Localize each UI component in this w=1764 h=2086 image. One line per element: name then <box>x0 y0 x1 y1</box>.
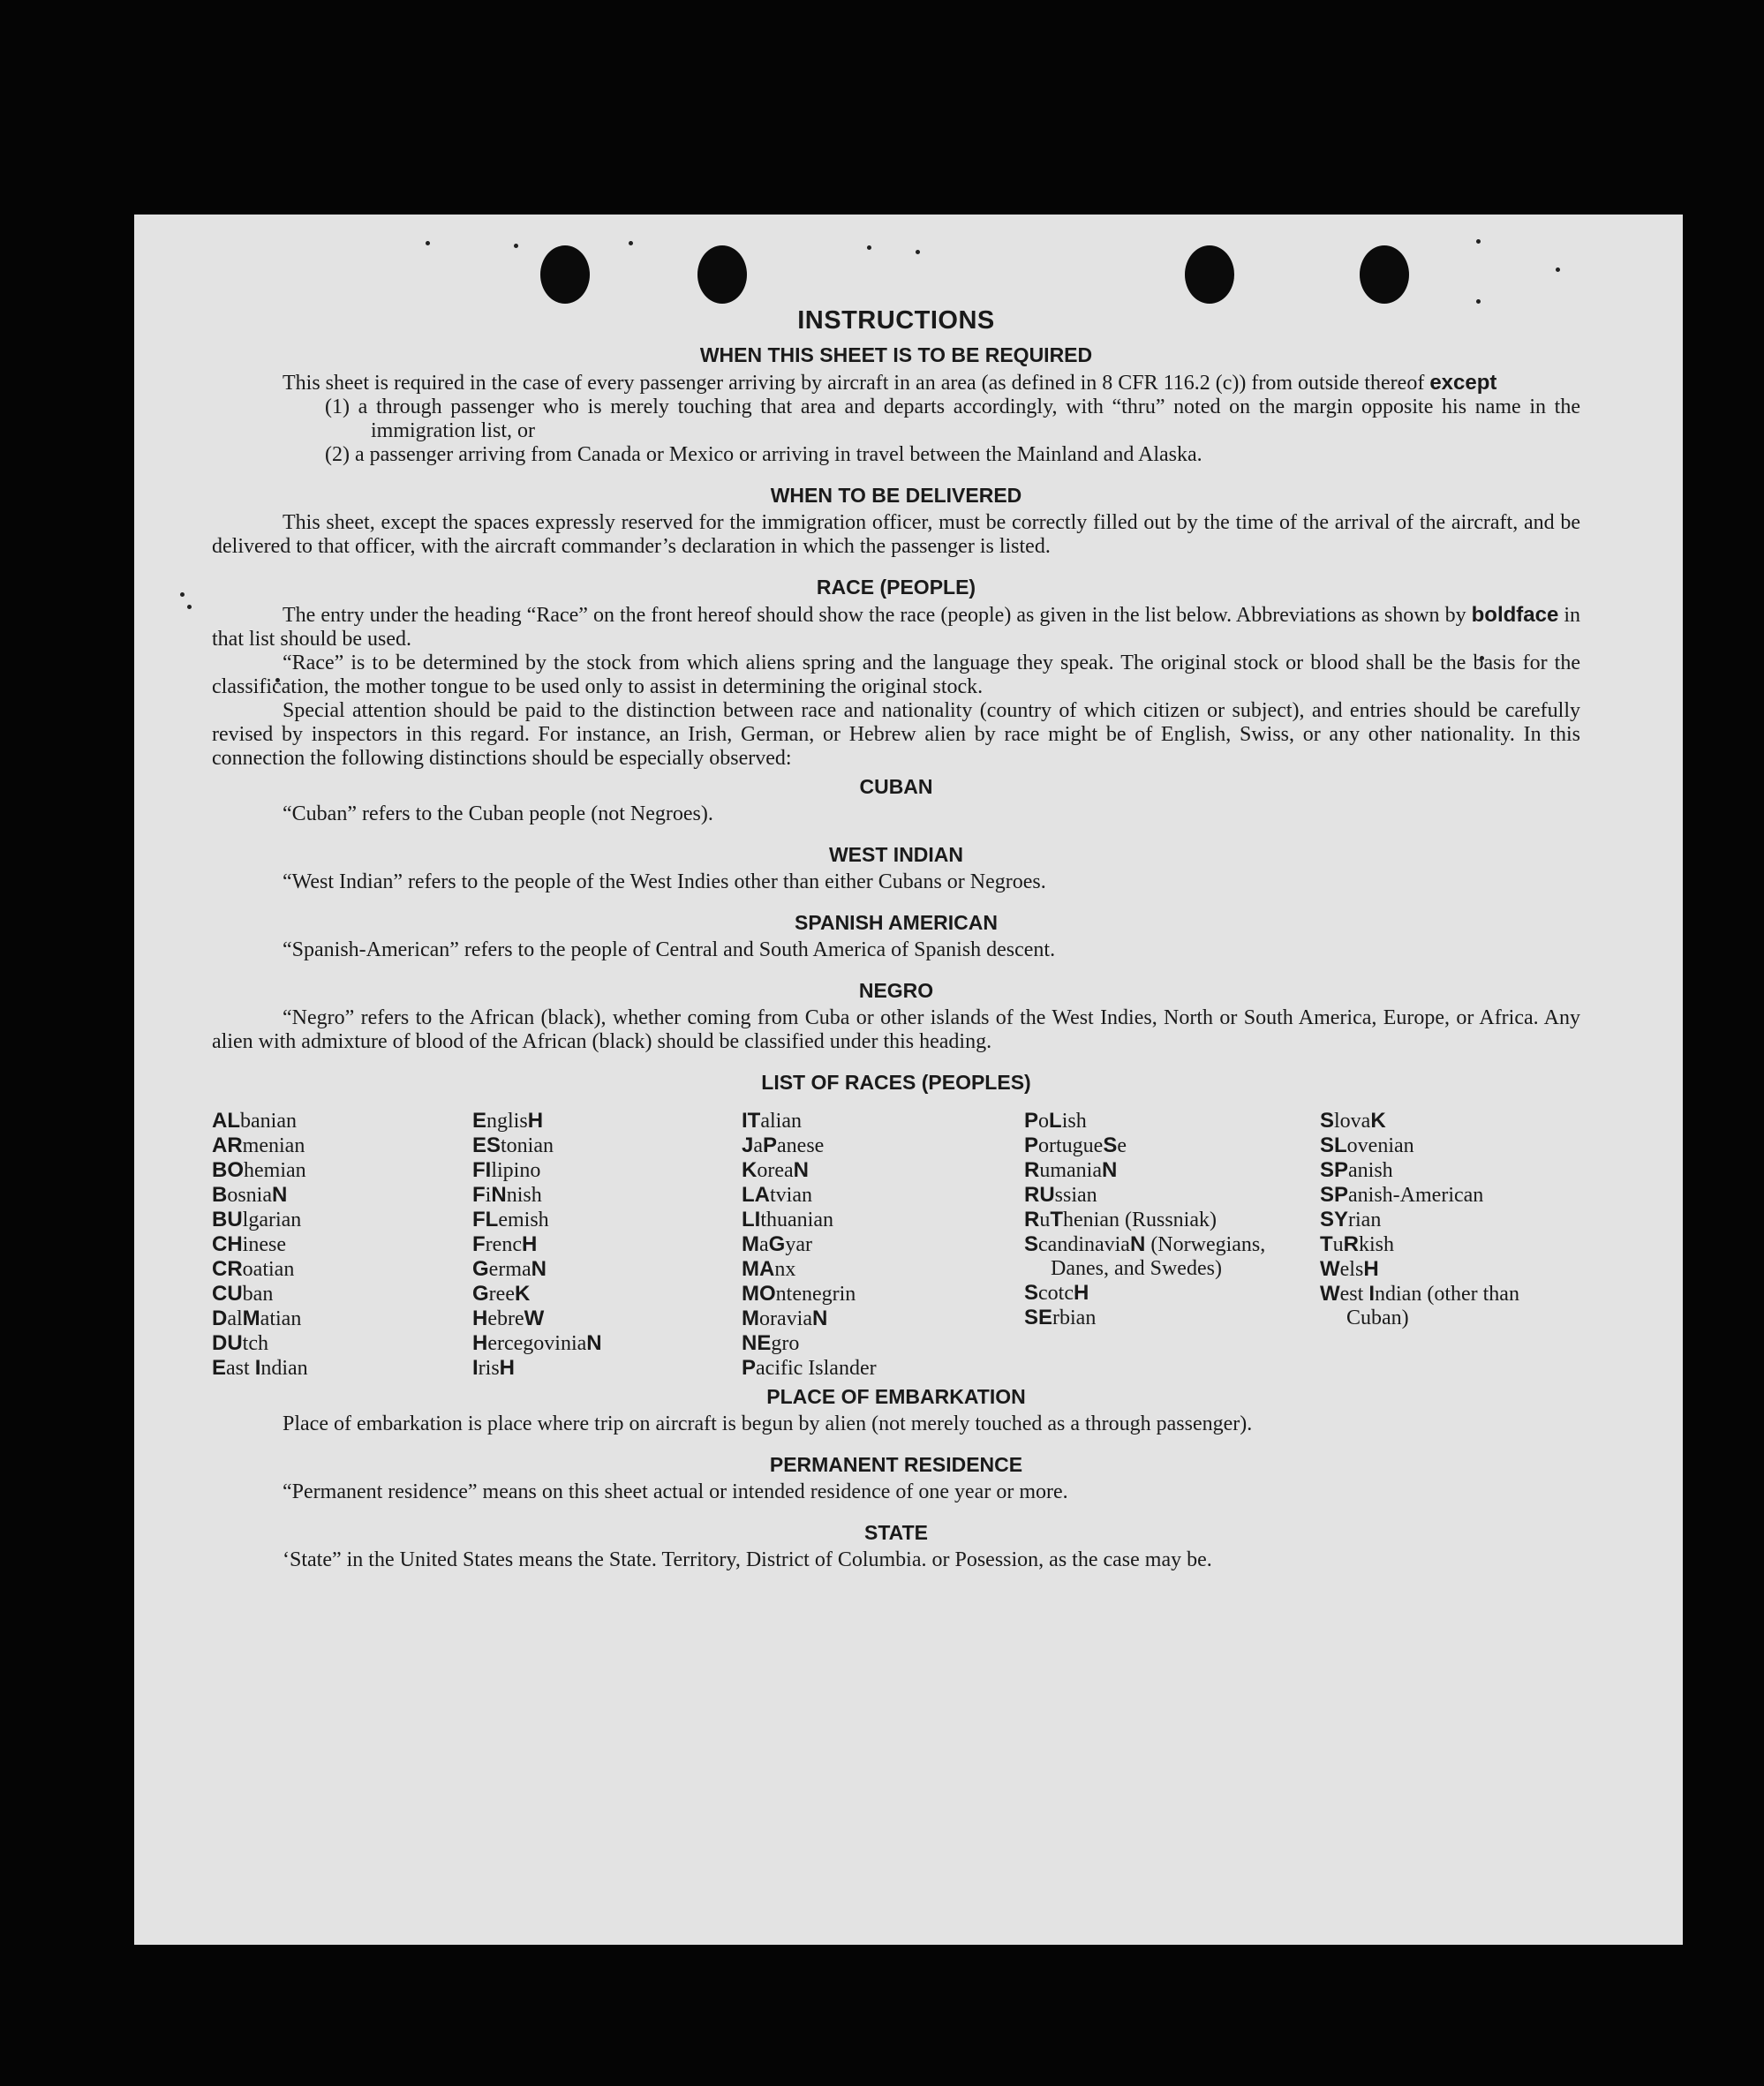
race-abbrev-part: NE <box>742 1331 772 1355</box>
race-text-part: ndian <box>260 1357 308 1380</box>
race-entry <box>1320 1208 1580 1232</box>
ink-speck <box>1476 299 1481 304</box>
race-text-part: anish-American <box>1348 1184 1484 1207</box>
punch-hole <box>697 245 747 304</box>
race-abbrev-part: H <box>499 1356 516 1380</box>
race-entry <box>212 1257 472 1282</box>
race-abbrev-part: SE <box>1024 1306 1053 1329</box>
race-abbrev-part: MA <box>742 1257 775 1281</box>
race-abbrev-part: H <box>521 1232 538 1256</box>
race-entry <box>472 1356 742 1381</box>
race-abbrev-part: N <box>1101 1158 1118 1182</box>
race-entry <box>1024 1208 1320 1232</box>
race-abbrev-part: N <box>272 1183 288 1207</box>
race-abbrev-part: I <box>254 1356 261 1380</box>
race-abbrev-part: B <box>212 1183 228 1207</box>
race-entry <box>1320 1257 1580 1282</box>
race-abbrev-part: S <box>1024 1232 1039 1256</box>
race-entry <box>1024 1232 1320 1281</box>
race-entry <box>1320 1282 1580 1330</box>
race-text-part: renc <box>485 1233 522 1256</box>
race-abbrev-part: LA <box>742 1183 770 1207</box>
race-text-part: nx <box>774 1258 796 1281</box>
race-list <box>212 1109 1580 1381</box>
heading-west-indian: WEST INDIAN <box>828 843 964 866</box>
race-text-part: ish <box>1061 1110 1087 1133</box>
heading-race: RACE (PEOPLE) <box>816 576 976 599</box>
race-abbrev-part: M <box>242 1307 260 1330</box>
race-abbrev-part: P <box>1024 1133 1039 1157</box>
race-entry <box>742 1307 1024 1331</box>
race-text-part: lgarian <box>242 1209 302 1231</box>
race-text-part: tvian <box>770 1184 812 1207</box>
race-entry <box>212 1158 472 1183</box>
race-text-part: ban <box>242 1283 274 1306</box>
race-text-part: e <box>1117 1134 1127 1157</box>
ink-speck <box>187 605 192 609</box>
race-text-part: kish <box>1359 1233 1395 1256</box>
heading-spanish-american: SPANISH AMERICAN <box>794 911 998 934</box>
race-abbrev-part: F <box>472 1232 486 1256</box>
race-abbrev-part: R <box>1024 1208 1040 1231</box>
heading-permanent-residence: PERMANENT RESIDENCE <box>769 1453 1023 1476</box>
race-abbrev-part: RU <box>1024 1183 1055 1207</box>
race-abbrev-part: N <box>491 1183 507 1207</box>
race-text-part: nish <box>506 1184 542 1207</box>
race-text-part: ovenian <box>1346 1134 1414 1157</box>
race-entry <box>212 1356 472 1381</box>
race-text-part: emish <box>498 1209 549 1231</box>
race-text-part: nglis <box>486 1110 528 1133</box>
race-text-part: atian <box>260 1307 302 1330</box>
instruction-sheet <box>134 215 1683 1945</box>
negro-text: “Negro” refers to the African (black), whether coming from Cuba or other islands of the West Indies, North or South America, Europe, or Africa. Any alien with admixture of blood of the African (black) should be classified under this heading. <box>212 1006 1580 1053</box>
race-text-part: i <box>485 1184 492 1207</box>
state-text: ‘State” in the United States means the State. Territory, District of Columbia. or Posession, as the case may be. <box>283 1548 1212 1571</box>
race-abbrev-part: CH <box>212 1232 243 1256</box>
race-column <box>472 1109 742 1381</box>
race-abbrev-part: K <box>742 1158 758 1182</box>
race-text-part: ris <box>478 1357 500 1380</box>
race-entry <box>742 1183 1024 1208</box>
race-abbrev-part: SL <box>1320 1133 1347 1157</box>
ink-speck <box>867 245 871 250</box>
race-abbrev-part: H <box>472 1331 488 1355</box>
race-text-part: inese <box>242 1233 286 1256</box>
ink-speck <box>629 241 633 245</box>
race-abbrev-part: N <box>586 1331 602 1355</box>
race-text-part: a <box>759 1233 769 1256</box>
race-entry <box>472 1183 742 1208</box>
race-abbrev-part: FI <box>472 1158 492 1182</box>
race-text-part: henian (Russniak) <box>1063 1209 1217 1231</box>
punch-hole <box>1185 245 1234 304</box>
race-abbrev-part: P <box>1024 1109 1039 1133</box>
race-entry <box>472 1331 742 1356</box>
race-text-part: ercegovinia <box>487 1332 587 1355</box>
heading-when-delivered: WHEN TO BE DELIVERED <box>770 484 1022 507</box>
race-abbrev-part: FL <box>472 1208 499 1231</box>
race-entry <box>212 1109 472 1133</box>
race-entry <box>742 1232 1024 1257</box>
race-text-part: lova <box>1334 1110 1371 1133</box>
embarkation-text: Place of embarkation is place where trip on aircraft is begun by alien (not merely touched as a through passenger). <box>283 1412 1253 1435</box>
race-text-part: o <box>1038 1110 1050 1133</box>
race-abbrev-part: R <box>1343 1232 1360 1256</box>
race-abbrev-part: F <box>472 1183 486 1207</box>
race-abbrev-part: W <box>1320 1282 1340 1306</box>
race-abbrev-part: G <box>768 1232 786 1256</box>
ink-speck <box>1556 267 1560 272</box>
race-text-part: a <box>753 1134 764 1157</box>
race-abbrev-part: L <box>1049 1109 1062 1133</box>
race-abbrev-part: M <box>742 1232 759 1256</box>
race-entry <box>212 1282 472 1307</box>
race-text-part: rian <box>1348 1209 1382 1231</box>
race-abbrev-part: G <box>472 1257 489 1281</box>
race-abbrev-part: AR <box>212 1133 243 1157</box>
race-entry <box>1320 1133 1580 1158</box>
race-abbrev-part: ES <box>472 1133 501 1157</box>
race-abbrev-part: J <box>742 1133 754 1157</box>
race-text-part: alian <box>760 1110 802 1133</box>
race-column <box>1024 1109 1320 1381</box>
race-text-part: anish <box>1348 1159 1393 1182</box>
race-abbrev-part: W <box>524 1307 545 1330</box>
race-text-part: ebre <box>487 1307 524 1330</box>
race-abbrev-part: S <box>1103 1133 1118 1157</box>
race-entry <box>472 1133 742 1158</box>
race-text-part: umania <box>1039 1159 1102 1182</box>
race-abbrev-part: N <box>811 1307 828 1330</box>
race-abbrev-part: H <box>527 1109 544 1133</box>
race-entry <box>212 1183 472 1208</box>
race-abbrev-part: H <box>1074 1281 1089 1305</box>
race-text-part: lipino <box>491 1159 541 1182</box>
required-intro: This sheet is required in the case of every passenger arriving by aircraft in an area (as defined in 8 CFR 116.2 (c)) from outside thereof except <box>283 371 1497 395</box>
race-abbrev-part: N <box>793 1158 809 1182</box>
race-entry <box>212 1208 472 1232</box>
race-abbrev-part: CR <box>212 1257 243 1281</box>
race-abbrev-part: G <box>472 1282 489 1306</box>
race-text-part: (Norwegians, Danes, and Swedes) <box>1051 1233 1266 1280</box>
race-text-part: est <box>1339 1283 1369 1306</box>
race-column <box>212 1109 472 1381</box>
race-entry <box>472 1158 742 1183</box>
race-entry <box>212 1307 472 1331</box>
race-abbrev-part: H <box>1363 1257 1379 1281</box>
instructions-content <box>212 306 1580 1572</box>
race-abbrev-part: BO <box>212 1158 244 1182</box>
race-text-part: thuanian <box>760 1209 833 1231</box>
punch-hole <box>540 245 590 304</box>
race-entry <box>742 1158 1024 1183</box>
race-abbrev-part: MO <box>742 1282 776 1306</box>
race-entry <box>742 1208 1024 1232</box>
race-abbrev-part: S <box>1320 1109 1335 1133</box>
race-entry <box>1024 1109 1320 1133</box>
race-abbrev-part: K <box>1370 1109 1386 1133</box>
race-column <box>742 1109 1024 1381</box>
exception-item: (2) a passenger arriving from Canada or Mexico or arriving in travel between the Mainland and Alaska. <box>325 443 1202 466</box>
race-abbrev-part: SP <box>1320 1183 1349 1207</box>
race-text-part: acific Islander <box>756 1357 877 1380</box>
heading-cuban: CUBAN <box>859 775 933 798</box>
ink-speck <box>426 241 430 245</box>
race-text-part: els <box>1339 1258 1364 1281</box>
punch-hole <box>1360 245 1409 304</box>
ink-speck <box>916 250 920 254</box>
race-abbrev-part: N <box>531 1257 547 1281</box>
ink-speck <box>514 244 518 248</box>
race-text-part: candinavia <box>1038 1233 1130 1256</box>
race-entry <box>472 1257 742 1282</box>
race-text-part: ree <box>488 1283 515 1306</box>
heading-negro: NEGRO <box>858 979 934 1002</box>
race-abbrev-part: T <box>1050 1208 1064 1231</box>
race-abbrev-part: I <box>1368 1282 1375 1306</box>
race-entry <box>1024 1183 1320 1208</box>
race-entry <box>1320 1183 1580 1208</box>
race-abbrev-part: W <box>1320 1257 1340 1281</box>
race-text-part: osnia <box>227 1184 273 1207</box>
west-indian-text: “West Indian” refers to the people of the West Indies other than either Cubans or Negroes. <box>283 870 1046 893</box>
ink-speck <box>1476 239 1481 244</box>
race-entry <box>742 1109 1024 1133</box>
race-entry <box>472 1307 742 1331</box>
race-entry <box>472 1109 742 1133</box>
race-text-part: menian <box>242 1134 305 1157</box>
race-abbrev-part: IT <box>742 1109 761 1133</box>
race-abbrev-part: P <box>742 1356 757 1380</box>
race-abbrev-part: D <box>212 1307 228 1330</box>
delivered-text: This sheet, except the spaces expressly reserved for the immigration officer, must be correctly filled out by the time of the arrival of the aircraft, and be delivered to that officer, with the aircraft commander’s declaration in which the passenger is listed. <box>212 511 1580 558</box>
spanish-american-text: “Spanish-American” refers to the people of Central and South America of Spanish descent. <box>283 938 1056 961</box>
race-entry <box>1320 1109 1580 1133</box>
race-text-part: banian <box>240 1110 297 1133</box>
race-abbrev-part: BU <box>212 1208 243 1231</box>
race-entry <box>1320 1232 1580 1257</box>
page-title: INSTRUCTIONS <box>797 306 995 335</box>
race-paragraph-2: “Race” is to be determined by the stock from which aliens spring and the language they speak. The original stock or blood shall be the basis for the classification, the mother tongue to be used only to assist in determining the original stock. <box>212 651 1580 698</box>
race-text-part: gro <box>771 1332 800 1355</box>
race-column <box>1320 1109 1580 1381</box>
except-keyword: except <box>1429 371 1497 395</box>
race-text-part: ast <box>226 1357 255 1380</box>
race-text-part: hemian <box>244 1159 306 1182</box>
race-abbrev-part: N <box>1129 1232 1146 1256</box>
race-abbrev-part: M <box>742 1307 759 1330</box>
race-text-part: rbian <box>1052 1307 1097 1329</box>
race-entry <box>212 1331 472 1356</box>
race-entry <box>742 1282 1024 1307</box>
race-abbrev-part: T <box>1320 1232 1333 1256</box>
race-abbrev-part: I <box>472 1356 479 1380</box>
ink-speck <box>180 592 185 597</box>
heading-state: STATE <box>864 1521 928 1544</box>
race-text-part: anese <box>777 1134 825 1157</box>
race-text-part: ndian (other than Cuban) <box>1346 1283 1519 1329</box>
race-abbrev-part: P <box>763 1133 778 1157</box>
race-entry <box>742 1133 1024 1158</box>
race-abbrev-part: E <box>472 1109 487 1133</box>
race-entry <box>742 1356 1024 1381</box>
race-text-part: orea <box>757 1159 794 1182</box>
race-entry <box>212 1232 472 1257</box>
race-text-part: ortugue <box>1038 1134 1104 1157</box>
race-abbrev-part: E <box>212 1356 227 1380</box>
race-text-part: cotc <box>1038 1282 1074 1305</box>
race-entry <box>1024 1133 1320 1158</box>
race-text-part: tch <box>242 1332 268 1355</box>
cuban-text: “Cuban” refers to the Cuban people (not Negroes). <box>283 802 713 825</box>
race-entry <box>472 1208 742 1232</box>
race-text-part: erma <box>488 1258 531 1281</box>
race-paragraph-3: Special attention should be paid to the distinction between race and nationality (country of which citizen or subject), and entries should be carefully revised by inspectors in this regard. For instance, an Irish, German, or Hebrew alien by race might be of English, Swiss, or any other nationality. In this connection the following distinctions should be especially observed: <box>212 699 1580 770</box>
race-text-part: oatian <box>242 1258 295 1281</box>
race-entry <box>742 1331 1024 1356</box>
heading-place-of-embarkation: PLACE OF EMBARKATION <box>766 1385 1026 1408</box>
race-entry <box>742 1257 1024 1282</box>
exception-item: (1) a through passenger who is merely touching that area and departs accordingly, with “thru” noted on the margin opposite his name in the immigration list, or <box>325 395 1580 442</box>
race-entry <box>212 1133 472 1158</box>
race-text-part: al <box>227 1307 243 1330</box>
race-text-part: tonian <box>501 1134 554 1157</box>
race-abbrev-part: SP <box>1320 1158 1349 1182</box>
race-entry <box>1320 1158 1580 1183</box>
race-text-part: yar <box>785 1233 812 1256</box>
race-entry <box>1024 1281 1320 1306</box>
race-abbrev-part: R <box>1024 1158 1040 1182</box>
race-text-part: u <box>1039 1209 1051 1231</box>
race-text-part: u <box>1332 1233 1344 1256</box>
race-abbrev-part: DU <box>212 1331 243 1355</box>
race-entry <box>1024 1306 1320 1330</box>
race-entry <box>472 1282 742 1307</box>
race-abbrev-part: SY <box>1320 1208 1349 1231</box>
race-paragraph-1: The entry under the heading “Race” on the front hereof should show the race (people) as given in the list below. Abbreviations as shown by boldface in that list should be used. <box>212 603 1581 651</box>
race-abbrev-part: K <box>514 1282 531 1306</box>
heading-when-required: WHEN THIS SHEET IS TO BE REQUIRED <box>699 343 1093 366</box>
residence-text: “Permanent residence” means on this sheet actual or intended residence of one year or more. <box>283 1480 1068 1503</box>
race-abbrev-part: S <box>1024 1281 1039 1305</box>
race-text-part: oravia <box>759 1307 812 1330</box>
race-entry <box>472 1232 742 1257</box>
race-abbrev-part: CU <box>212 1282 243 1306</box>
race-abbrev-part: AL <box>212 1109 240 1133</box>
race-entry <box>1024 1158 1320 1183</box>
race-text-part: ssian <box>1054 1184 1097 1207</box>
exception-list <box>212 395 1580 467</box>
race-text-part: ntenegrin <box>775 1283 856 1306</box>
race-abbrev-part: H <box>472 1307 488 1330</box>
race-abbrev-part: LI <box>742 1208 761 1231</box>
boldface-term: boldface <box>1471 603 1559 627</box>
heading-list-of-races: LIST OF RACES (PEOPLES) <box>761 1071 1031 1094</box>
